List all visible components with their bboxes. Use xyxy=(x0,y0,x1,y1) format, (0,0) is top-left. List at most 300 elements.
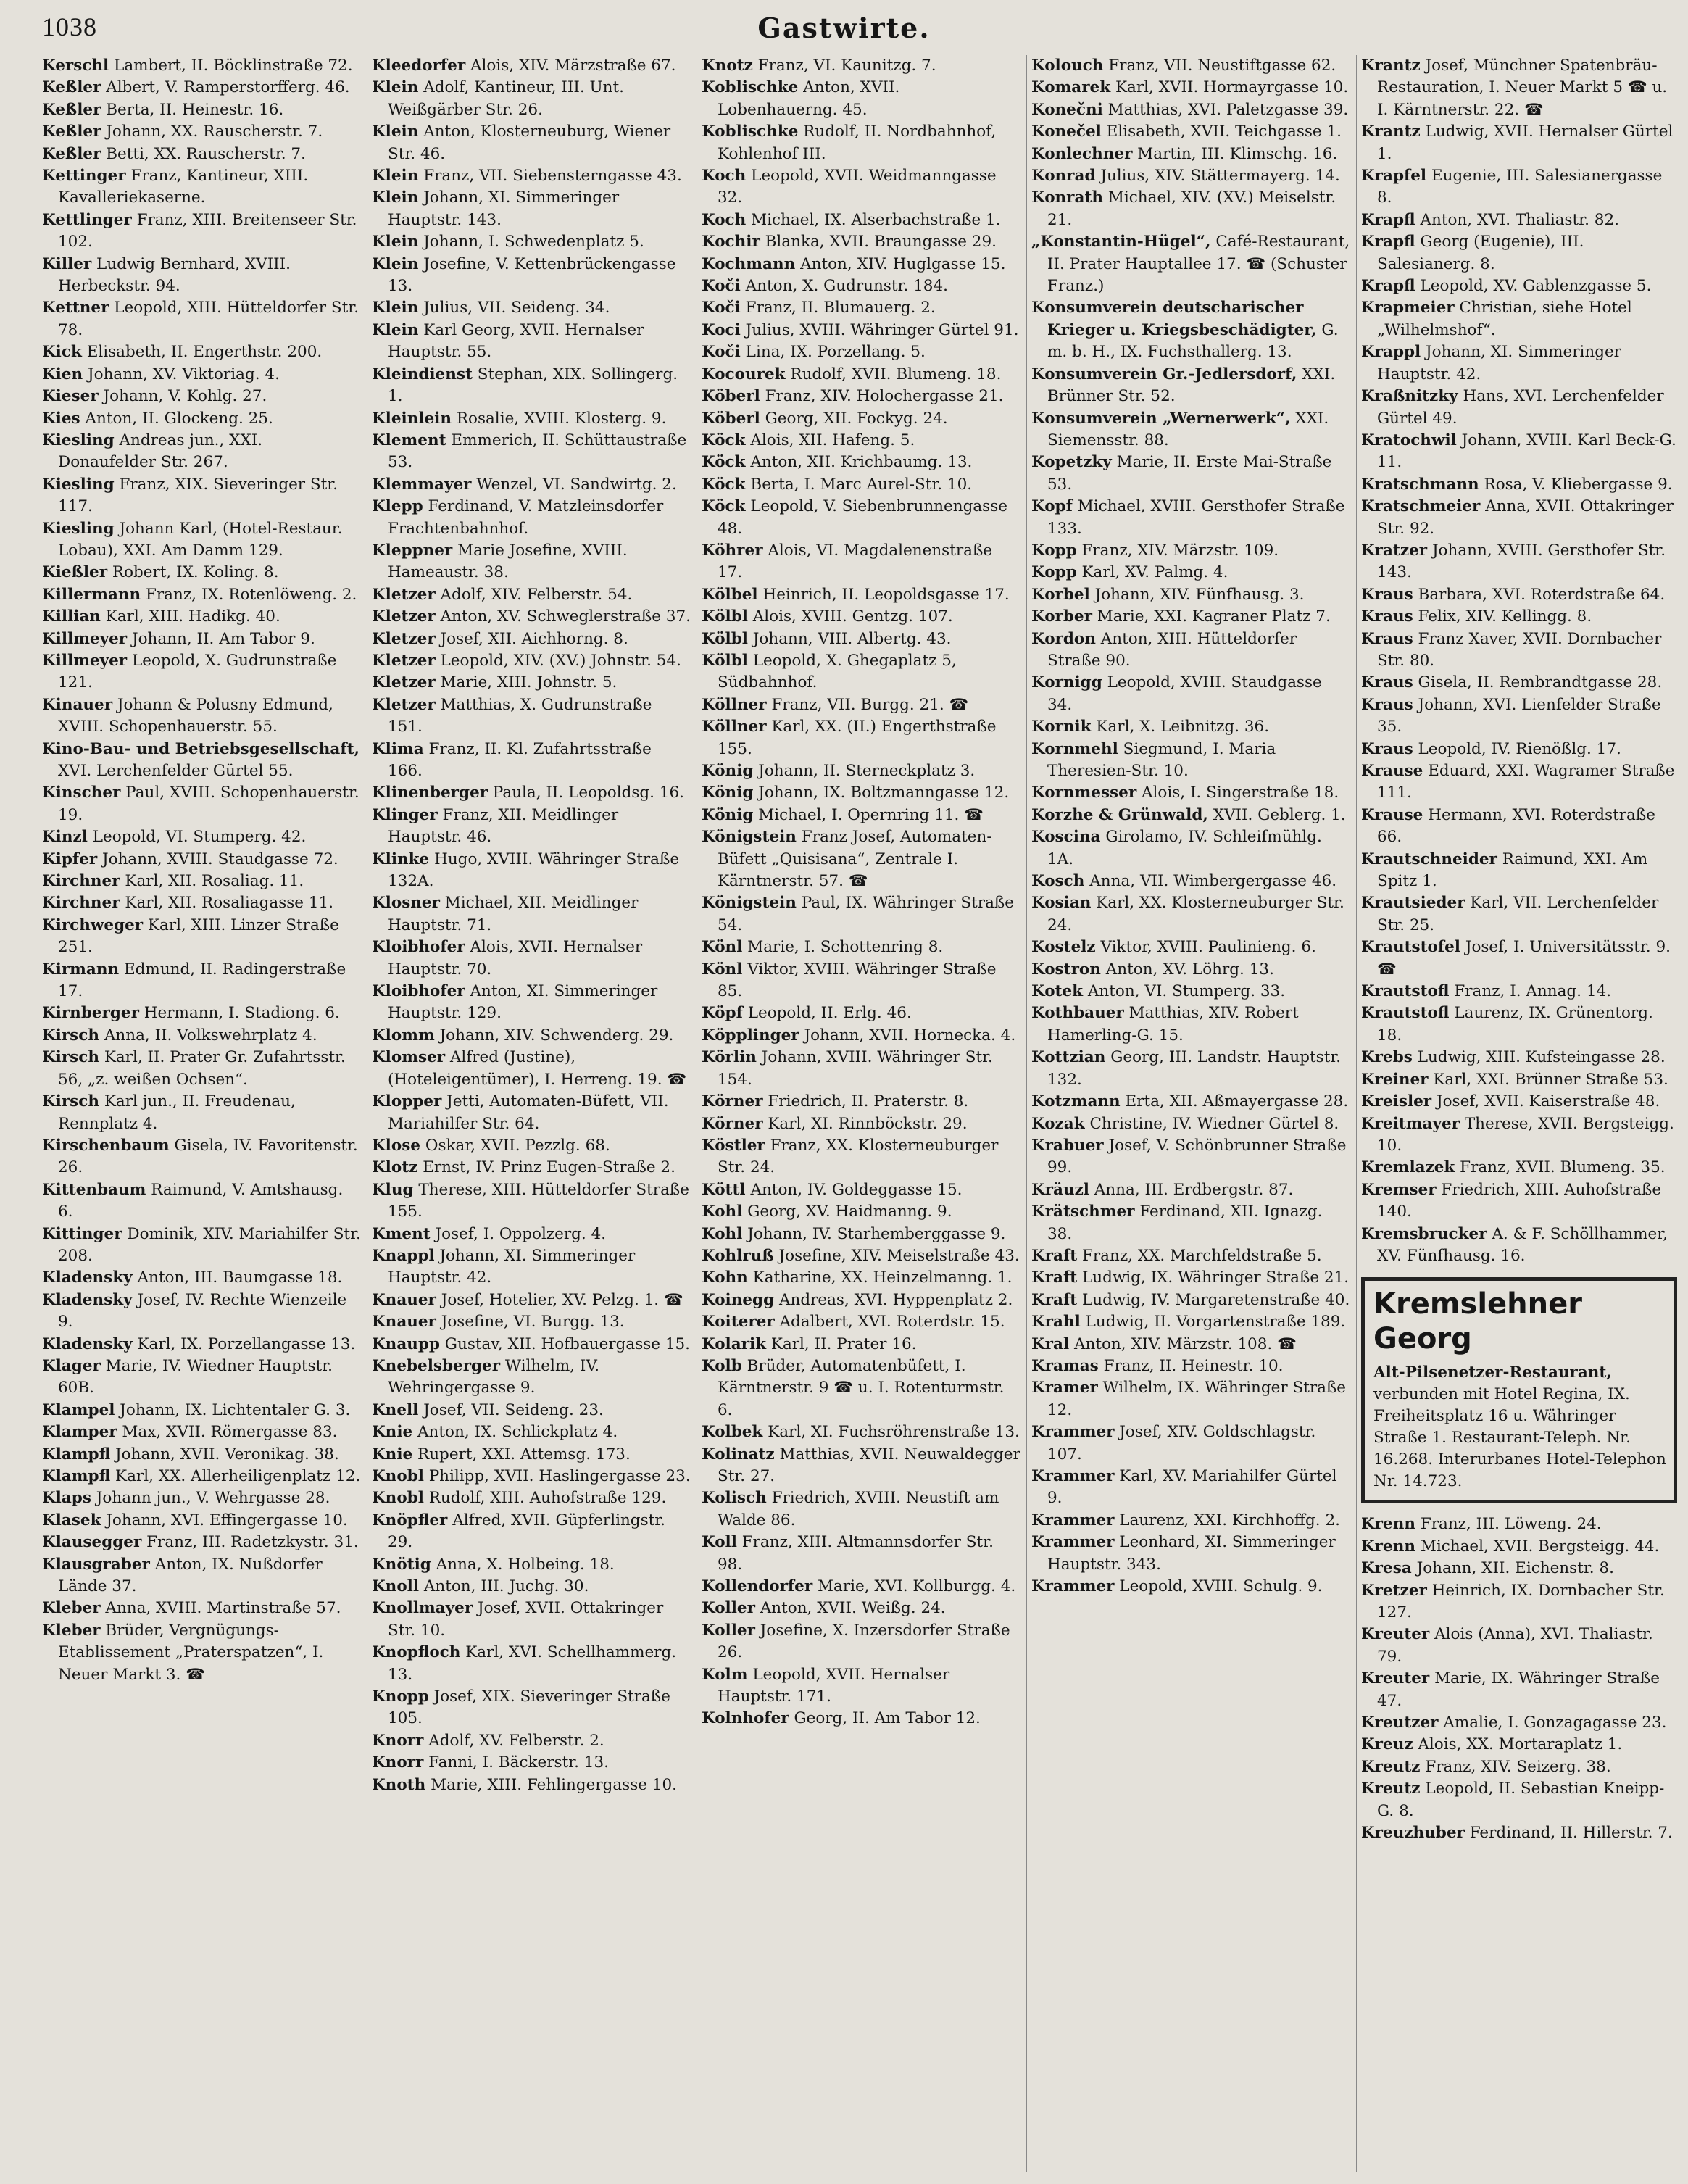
entry-details: Ludwig, XVII. Hernalser Gürtel 1. xyxy=(1377,123,1674,163)
entry-details: Anna, XVIII. Martinstraße 57. xyxy=(105,1599,341,1618)
entry-details: Raimund, XXI. Am Spitz 1. xyxy=(1377,850,1648,891)
entry-name: Kornmehl xyxy=(1031,739,1118,758)
directory-entry xyxy=(702,540,1020,584)
entry-details: Leopold, XVII. Hernalser Hauptstr. 171. xyxy=(718,1665,950,1706)
directory-entry xyxy=(1361,739,1680,760)
entry-name: Krautschneider xyxy=(1361,850,1497,868)
entry-details: Julius, XIV. Stättermayerg. 14. xyxy=(1100,167,1340,186)
directory-entry xyxy=(702,782,1020,804)
directory-entry xyxy=(372,364,691,408)
directory-entry xyxy=(702,1311,1020,1333)
directory-entry xyxy=(372,1047,691,1091)
directory-entry xyxy=(1031,1179,1350,1201)
entry-name: Kießler xyxy=(42,563,108,582)
entry-details: Josefine, V. Kettenbrückengasse 13. xyxy=(388,254,676,296)
directory-entry xyxy=(372,1774,691,1796)
entry-details: Johann, II. Sterneckplatz 3. xyxy=(758,762,976,780)
entry-details: Hans, XVI. Lerchenfelder Gürtel 49. xyxy=(1377,387,1664,428)
entry-details: Dominik, XIV. Mariahilfer Str. 208. xyxy=(58,1224,361,1265)
entry-details: Therese, XIII. Hütteldorfer Straße 155. xyxy=(388,1180,689,1221)
entry-details: Josef, XIV. Goldschlagstr. 107. xyxy=(1047,1423,1316,1463)
column-3 xyxy=(697,55,1020,2172)
entry-name: Kraus xyxy=(1361,585,1413,604)
directory-entry xyxy=(702,937,1020,958)
directory-entry xyxy=(1361,1756,1680,1778)
entry-name: Kirsch xyxy=(42,1026,100,1045)
entry-details: Karl, XV. Mariahilfer Gürtel 9. xyxy=(1047,1467,1337,1508)
entry-name: Kreisler xyxy=(1361,1092,1432,1111)
entry-name: Klinger xyxy=(372,805,438,824)
entry-name: Klein xyxy=(372,167,419,186)
directory-entry xyxy=(1361,1514,1680,1535)
column-5 xyxy=(1356,55,1680,2172)
entry-details: Johann, XIV. Schwenderg. 29. xyxy=(439,1026,674,1045)
entry-name: König xyxy=(702,805,754,824)
directory-entry xyxy=(1031,77,1350,99)
entry-name: Kipfer xyxy=(42,850,98,868)
entry-details: Michael, XVII. Bergsteigg. 44. xyxy=(1420,1537,1660,1556)
entry-details: Karl, XII. Rosaliagasse 11. xyxy=(125,894,334,913)
directory-entry xyxy=(1031,165,1350,187)
entry-name: Kochir xyxy=(702,233,760,252)
entry-details: Anton, IX. Schlickplatz 4. xyxy=(417,1423,618,1442)
entry-details: Franz, VII. Neustiftgasse 62. xyxy=(1108,57,1336,75)
entry-details: Josef, XVII. Kaiserstraße 48. xyxy=(1436,1092,1660,1111)
entry-details: Ferdinand, V. Matzleinsdorfer Frachtenbahnhof. xyxy=(388,497,664,538)
entry-name: Kretzer xyxy=(1361,1581,1427,1600)
entry-name: Krammer xyxy=(1031,1467,1115,1485)
directory-entry xyxy=(1361,386,1680,430)
directory-entry xyxy=(1031,1532,1350,1576)
directory-entry xyxy=(42,1598,361,1619)
directory-entry xyxy=(42,364,361,386)
directory-entry xyxy=(1031,1290,1350,1311)
directory-entry xyxy=(372,231,691,253)
directory-entry xyxy=(1361,1558,1680,1579)
entry-name: Koci xyxy=(702,320,741,339)
entry-details: Johann, XVI. Lienfelder Straße 35. xyxy=(1377,695,1661,736)
entry-details: Leopold, II. Sebastian Kneipp-G. 8. xyxy=(1377,1780,1665,1820)
entry-name: Kolinatz xyxy=(702,1445,775,1463)
entry-details: Max, XVII. Römergasse 83. xyxy=(122,1423,338,1442)
entry-details: Johann, V. Kohlg. 27. xyxy=(103,387,267,406)
entry-details: Josef, IV. Rechte Wienzeile 9. xyxy=(58,1290,347,1332)
entry-name: Kirnberger xyxy=(42,1004,139,1023)
directory-entry xyxy=(1361,540,1680,584)
entry-details: Karl, XVII. Hormayrgasse 10. xyxy=(1115,78,1349,97)
directory-entry xyxy=(1031,1135,1350,1179)
entry-details: Marie, XIII. Fehlingergasse 10. xyxy=(431,1775,677,1794)
directory-entry xyxy=(1031,628,1350,673)
entry-details: Friedrich, XVIII. Neustift am Walde 86. xyxy=(718,1489,999,1529)
entry-name: Kordon xyxy=(1031,629,1096,648)
directory-entry xyxy=(1361,231,1680,275)
entry-details: Johann & Polusny Edmund, XVIII. Schopenhauerstr. 55. xyxy=(58,695,333,736)
directory-entry xyxy=(1361,606,1680,628)
directory-entry xyxy=(372,1245,691,1290)
directory-entry xyxy=(1361,892,1680,937)
entry-name: Kohlruß xyxy=(702,1246,774,1265)
entry-details: Karl, XI. Fuchsröhrenstraße 13. xyxy=(768,1423,1020,1442)
directory-entry xyxy=(702,1245,1020,1267)
directory-entry xyxy=(702,386,1020,407)
directory-entry xyxy=(372,739,691,783)
entry-name: Krammer xyxy=(1031,1423,1115,1442)
entry-name: Koller xyxy=(702,1621,755,1640)
directory-entry xyxy=(1031,871,1350,892)
entry-details: Franz, I. Annag. 14. xyxy=(1454,982,1612,1001)
directory-entry xyxy=(42,1002,361,1024)
entry-name: Kohl xyxy=(702,1224,743,1243)
entry-details: Michael, I. Opernring 11. ☎ xyxy=(758,805,984,824)
entry-details: Hermann, I. Stadiong. 6. xyxy=(144,1004,340,1023)
entry-name: Klein xyxy=(372,254,419,273)
entry-name: Krautsieder xyxy=(1361,894,1465,913)
entry-name: Kraus xyxy=(1361,673,1413,692)
entry-name: König xyxy=(702,762,754,780)
entry-name: Koblischke xyxy=(702,78,799,97)
directory-entry xyxy=(372,187,691,231)
directory-entry xyxy=(1031,1355,1350,1377)
entry-name: Klosner xyxy=(372,894,440,913)
directory-entry xyxy=(42,782,361,826)
entry-details: Johann, II. Am Tabor 9. xyxy=(131,629,315,648)
entry-details: Adalbert, XVI. Roterdstr. 15. xyxy=(779,1313,1005,1332)
directory-entry xyxy=(702,1487,1020,1532)
directory-entry xyxy=(1031,297,1350,363)
directory-entry xyxy=(42,209,361,254)
entry-name: Koči xyxy=(702,299,741,317)
entry-name: Krätschmer xyxy=(1031,1203,1135,1221)
directory-entry xyxy=(1361,672,1680,694)
directory-entry xyxy=(1361,55,1680,121)
entry-name: Kraßnitzky xyxy=(1361,387,1458,406)
entry-name: Knie xyxy=(372,1423,413,1442)
entry-details: Alois, XVII. Hernalser Hauptstr. 70. xyxy=(388,938,643,979)
directory-entry xyxy=(1361,1113,1680,1158)
entry-name: Kölbel xyxy=(702,585,758,604)
entry-name: Kornik xyxy=(1031,718,1092,736)
directory-entry xyxy=(1361,496,1680,540)
entry-details: Anton, X. Gudrunstr. 184. xyxy=(745,277,949,296)
entry-name: Kohn xyxy=(702,1269,748,1287)
directory-entry xyxy=(372,892,691,937)
directory-entry xyxy=(702,121,1020,165)
directory-entry xyxy=(42,1290,361,1334)
directory-entry xyxy=(42,892,361,914)
entry-details: Gisela, II. Rembrandtgasse 28. xyxy=(1418,673,1663,692)
directory-entry xyxy=(42,650,361,694)
directory-entry xyxy=(702,1708,1020,1730)
entry-details: Anton, III. Baumgasse 18. xyxy=(137,1269,343,1287)
entry-name: Kirsch xyxy=(42,1048,100,1067)
directory-entry xyxy=(372,606,691,628)
directory-entry xyxy=(702,892,1020,937)
entry-details: Christine, IV. Wiedner Gürtel 8. xyxy=(1089,1114,1339,1133)
entry-name: Konsumverein „Wernerwerk“, xyxy=(1031,409,1291,428)
directory-entry xyxy=(372,1576,691,1598)
entry-details: Johann, XII. Eichenstr. 8. xyxy=(1416,1559,1614,1578)
entry-details: Rosalie, XVIII. Klosterg. 9. xyxy=(456,409,667,428)
entry-name: Killmeyer xyxy=(42,651,128,670)
entry-details: Elisabeth, XVII. Teichgasse 1. xyxy=(1106,123,1342,141)
directory-entry xyxy=(1031,716,1350,738)
entry-details: Anton, XVII. Lobenhauerng. 45. xyxy=(718,78,900,119)
directory-entry xyxy=(372,254,691,298)
entry-name: Killer xyxy=(42,254,92,273)
entry-name: Knaupp xyxy=(372,1334,440,1353)
directory-entry xyxy=(702,1532,1020,1576)
directory-entry xyxy=(1361,1668,1680,1712)
entry-name: Knobl xyxy=(372,1489,424,1508)
entry-details: Johann, XIV. Fünfhausg. 3. xyxy=(1094,585,1305,604)
entry-details: Franz, XIV. Holochergasse 21. xyxy=(765,387,1004,406)
entry-name: Koči xyxy=(702,343,741,362)
directory-entry xyxy=(702,1025,1020,1047)
entry-name: Kleindienst xyxy=(372,365,473,383)
directory-entry xyxy=(1031,99,1350,121)
directory-entry xyxy=(1361,1002,1680,1047)
entry-name: Koch xyxy=(702,210,747,229)
directory-entry xyxy=(1031,1311,1350,1333)
entry-details: Johann, XVIII. Staudgasse 72. xyxy=(102,850,338,868)
entry-name: Knobl xyxy=(372,1467,424,1485)
entry-details: Marie Josefine, XVIII. Hameaustr. 38. xyxy=(388,541,628,582)
directory-entry xyxy=(702,1135,1020,1179)
entry-name: Klepp xyxy=(372,497,423,516)
entry-name: Knappl xyxy=(372,1246,435,1265)
entry-name: Knopfloch xyxy=(372,1643,461,1662)
entry-details: Karl, VII. Lerchenfelder Str. 25. xyxy=(1377,894,1659,934)
entry-details: Anna, VII. Wimbergergasse 46. xyxy=(1089,872,1337,891)
entry-name: Kräuzl xyxy=(1031,1180,1089,1199)
entry-details: Ludwig, IX. Währinger Straße 21. xyxy=(1081,1269,1350,1287)
entry-details: Alfred, XVII. Güpferlingstr. 29. xyxy=(388,1511,665,1552)
directory-entry xyxy=(42,341,361,363)
entry-name: Kresa xyxy=(1361,1559,1412,1578)
entry-name: Kölbl xyxy=(702,651,748,670)
entry-details: Franz, II. Blumauerg. 2. xyxy=(745,299,936,317)
entry-name: Koscina xyxy=(1031,828,1101,847)
directory-entry xyxy=(42,826,361,848)
entry-details: Brüder, Vergnügungs-Etablissement „Praterspatzen“, I. Neuer Markt 3. ☎ xyxy=(58,1621,324,1684)
entry-details: Johann, XVIII. Karl Beck-G. 11. xyxy=(1377,431,1676,472)
entry-name: Körner xyxy=(702,1114,763,1133)
entry-details: Erta, XII. Aßmayergasse 28. xyxy=(1125,1092,1349,1111)
directory-entry xyxy=(372,1334,691,1355)
directory-entry xyxy=(1361,849,1680,893)
directory-entry xyxy=(702,1113,1020,1135)
entry-details: Barbara, XVI. Roterdstraße 64. xyxy=(1418,585,1666,604)
entry-details: Karl, XV. Palmg. 4. xyxy=(1081,563,1228,582)
directory-entry xyxy=(42,1355,361,1400)
entry-name: Knie xyxy=(372,1445,413,1463)
entry-name: Kreutz xyxy=(1361,1780,1421,1798)
entry-name: Krantz xyxy=(1361,123,1421,141)
directory-entry xyxy=(372,1311,691,1333)
entry-name: Kraus xyxy=(1361,607,1413,626)
entry-details: Laurenz, XXI. Kirchhoffg. 2. xyxy=(1119,1511,1340,1529)
entry-details: Anton, IX. Nußdorfer Lände 37. xyxy=(58,1555,323,1596)
directory-entry xyxy=(702,320,1020,341)
directory-entry xyxy=(42,959,361,1003)
entry-name: Kreuz xyxy=(1361,1735,1413,1754)
entry-details: Johann, IX. Boltzmanngasse 12. xyxy=(758,784,1010,802)
entry-name: Koch xyxy=(702,167,747,186)
directory-entry xyxy=(1361,1179,1680,1224)
entry-name: Klose xyxy=(372,1136,420,1155)
directory-entry xyxy=(702,1201,1020,1223)
directory-entry xyxy=(1361,430,1680,474)
directory-entry xyxy=(702,297,1020,319)
entry-name: Kramas xyxy=(1031,1356,1099,1375)
entry-details: Anna, II. Volkswehrplatz 4. xyxy=(104,1026,317,1045)
entry-name: Kolm xyxy=(702,1665,748,1684)
directory-entry xyxy=(1031,1510,1350,1532)
entry-details: Leopold, XVII. Weidmanngasse 32. xyxy=(718,167,997,207)
entry-details: Anton, VI. Stumperg. 33. xyxy=(1087,982,1286,1001)
entry-name: Koinegg xyxy=(702,1290,775,1309)
directory-entry xyxy=(702,1224,1020,1245)
entry-name: Kosian xyxy=(1031,894,1092,913)
entry-details: Marie, IX. Währinger Straße 47. xyxy=(1377,1669,1660,1710)
directory-entry xyxy=(372,1400,691,1421)
entry-details: XXI. Siemensstr. 88. xyxy=(1047,409,1329,449)
entry-name: Kirschenbaum xyxy=(42,1136,170,1155)
entry-name: Kochmann xyxy=(702,254,796,273)
entry-name: Kratschmann xyxy=(1361,475,1479,494)
entry-name: Kotek xyxy=(1031,982,1084,1001)
entry-name: Kies xyxy=(42,409,80,428)
entry-name: Kollendorfer xyxy=(702,1577,813,1596)
entry-details: Franz, III. Löweng. 24. xyxy=(1420,1515,1602,1534)
entry-details: Franz, VI. Kaunitzg. 7. xyxy=(757,57,936,75)
entry-name: Kolb xyxy=(702,1356,742,1375)
entry-details: Amalie, I. Gonzagagasse 23. xyxy=(1443,1714,1667,1732)
entry-details: Franz Josef, Automaten-Büfett „Quisisana“, Zentrale I. Kärntnerstr. 57. ☎ xyxy=(718,828,992,891)
directory-entry xyxy=(42,694,361,739)
directory-entry xyxy=(1361,1536,1680,1558)
entry-name: Kosch xyxy=(1031,872,1085,891)
directory-entry xyxy=(372,297,691,319)
directory-entry xyxy=(702,1421,1020,1443)
entry-name: Köpplinger xyxy=(702,1026,799,1045)
entry-details: Johann, XVIII. Währinger Str. 154. xyxy=(718,1048,993,1089)
directory-entry xyxy=(1031,144,1350,165)
directory-entry xyxy=(702,1620,1020,1664)
entry-name: Krammer xyxy=(1031,1533,1115,1552)
entry-name: Knell xyxy=(372,1400,419,1419)
entry-name: Kiesling xyxy=(42,475,115,494)
entry-name: Keßler xyxy=(42,144,101,163)
entry-name: Krapfl xyxy=(1361,277,1415,296)
directory-entry xyxy=(702,275,1020,297)
entry-details: Josef, V. Schönbrunner Straße 99. xyxy=(1047,1136,1347,1177)
entry-details: Johann, I. Schwedenplatz 5. xyxy=(423,233,644,252)
directory-entry xyxy=(1031,540,1350,562)
entry-details: Philipp, XVII. Haslingergasse 23. xyxy=(428,1467,691,1485)
directory-entry xyxy=(372,1157,691,1179)
entry-name: Kremsbrucker xyxy=(1361,1224,1487,1243)
directory-entry xyxy=(1031,981,1350,1002)
entry-details: Leopold, IV. Rienößlg. 17. xyxy=(1418,739,1621,758)
directory-entry xyxy=(1031,1421,1350,1466)
entry-details: Lina, IX. Porzellang. 5. xyxy=(745,343,926,362)
entry-details: Johann Karl, (Hotel-Restaur. Lobau), XXI. Am Damm 129. xyxy=(58,519,343,560)
directory-entry xyxy=(1361,121,1680,165)
entry-details: Anton, XI. Simmeringer Hauptstr. 129. xyxy=(388,982,658,1023)
entry-name: Knötig xyxy=(372,1555,431,1574)
directory-entry xyxy=(1031,1245,1350,1267)
entry-details: A. & F. Schöllhammer, XV. Fünfhausg. 16. xyxy=(1377,1224,1668,1265)
entry-details: Anton, XII. Krichbaumg. 13. xyxy=(750,453,973,472)
entry-name: Klampel xyxy=(42,1400,115,1419)
entry-details: Leopold, XV. Gablenzgasse 5. xyxy=(1420,277,1652,296)
entry-details: Girolamo, IV. Schleifmühlg. 1A. xyxy=(1047,828,1322,868)
entry-name: Köberl xyxy=(702,409,760,428)
entry-name: Kinzl xyxy=(42,828,88,847)
entry-details: Anton, XIV. Huglgasse 15. xyxy=(800,254,1006,273)
directory-entry xyxy=(1361,1157,1680,1179)
entry-details: Ludwig, XIII. Kufsteingasse 28. xyxy=(1417,1048,1666,1067)
directory-entry xyxy=(42,1554,361,1598)
entry-name: Klein xyxy=(372,299,419,317)
directory-entry xyxy=(372,540,691,584)
entry-name: Koll xyxy=(702,1533,737,1552)
entry-details: Franz, XIII. Breitenseer Str. 102. xyxy=(58,210,357,252)
entry-details: Julius, XVIII. Währinger Gürtel 91. xyxy=(745,320,1019,339)
entry-details: Edmund, II. Radingerstraße 17. xyxy=(58,960,346,1001)
directory-entry xyxy=(372,55,691,77)
entry-details: Anton, XV. Schweglerstraße 37. xyxy=(440,607,691,626)
directory-entry xyxy=(702,694,1020,716)
entry-name: Kiesling xyxy=(42,431,115,449)
column-1 xyxy=(42,55,361,2172)
directory-entry xyxy=(702,1002,1020,1024)
entry-name: Kladensky xyxy=(42,1334,133,1353)
directory-entry xyxy=(1031,892,1350,937)
entry-details: Anton, Klosterneuburg, Wiener Str. 46. xyxy=(388,123,671,163)
directory-entry xyxy=(1361,209,1680,231)
entry-details: Johann, IV. Starhemberggasse 9. xyxy=(747,1224,1006,1243)
entry-name: Kreutzer xyxy=(1361,1714,1439,1732)
entry-name: Kolnhofer xyxy=(702,1709,789,1728)
entry-name: Köck xyxy=(702,497,746,516)
directory-entry xyxy=(372,1487,691,1509)
directory-entry xyxy=(1031,959,1350,981)
entry-details: Oskar, XVII. Pezzlg. 68. xyxy=(425,1136,610,1155)
directory-entry xyxy=(42,1091,361,1135)
directory-entry xyxy=(372,1752,691,1774)
entry-details: Stephan, XIX. Sollingerg. 1. xyxy=(388,365,678,406)
entry-name: Kotzmann xyxy=(1031,1092,1121,1111)
directory-entry xyxy=(1361,1624,1680,1668)
entry-name: Kopetzky xyxy=(1031,453,1112,472)
entry-name: Konečni xyxy=(1031,100,1103,119)
directory-entry xyxy=(702,606,1020,628)
directory-entry xyxy=(702,474,1020,496)
directory-entry xyxy=(42,1532,361,1553)
entry-details: Leopold, X. Ghegaplatz 5, Südbahnhof. xyxy=(718,651,957,692)
entry-details: Anton, II. Glockeng. 25. xyxy=(85,409,273,428)
entry-name: Köllner xyxy=(702,718,767,736)
entry-details: Johann, XVII. Veronikag. 38. xyxy=(115,1445,339,1463)
entry-name: Klampfl xyxy=(42,1445,111,1463)
entry-details: Alois (Anna), XVI. Thaliastr. 79. xyxy=(1377,1625,1653,1666)
entry-details: Johann, XI. Simmeringer Hauptstr. 42. xyxy=(388,1246,636,1287)
directory-entry xyxy=(702,1267,1020,1289)
directory-entry xyxy=(372,1091,691,1135)
